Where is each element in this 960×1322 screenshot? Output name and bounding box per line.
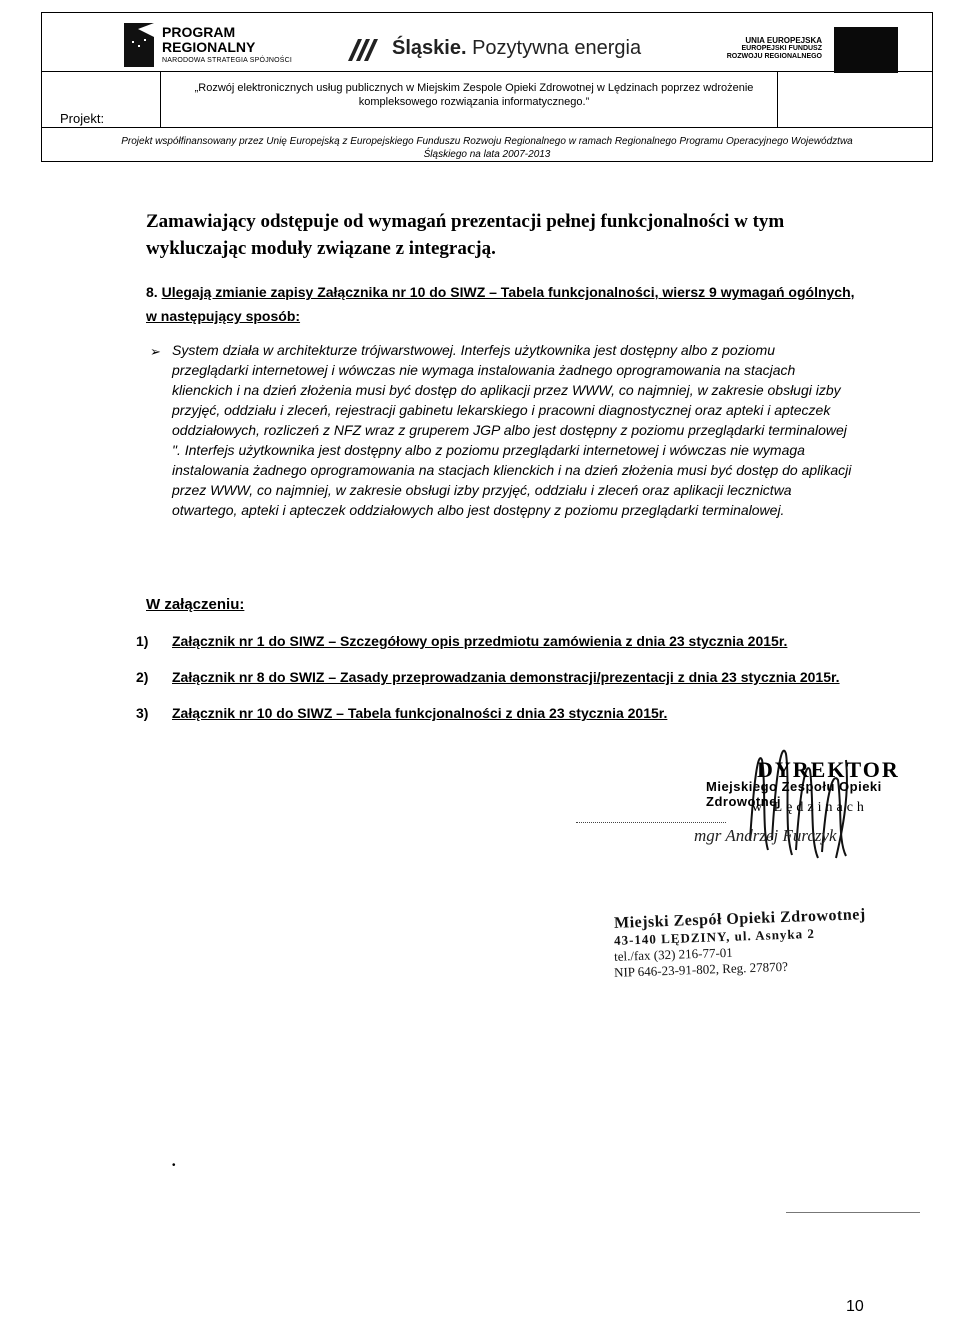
projekt-label: Projekt: — [60, 111, 105, 126]
cofinancing-note: Projekt współfinansowany przez Unię Europejską z Europejskiego Funduszu Rozwoju Regionalnego w ramach Regionalnego Programu Operacyjnego Województwa Śląskiego na lata 2007-2013 — [121, 136, 853, 160]
list-item-text: Załącznik nr 1 do SIWZ – Szczegółowy opis przedmiotu zamówienia z dnia 23 stycznia 2015r. — [172, 633, 788, 649]
stamp-phone: tel./fax (32) 216-77-01 — [613, 944, 734, 964]
requirement-paragraph: System działa w architekturze trójwarstwowej. Interfejs użytkownika jest dostępny albo z poziomu przeglądarki internetowej i wówczas nie wymaga instalowania żadnego oprogramowania na stacjach klienckich i na dzień złożenia musi być dostęp do aplikacji przez WWW, co najmniej, w zakresie obsługi izby przyjęć, oddziału i zleceń, rejestracji gabinetu lekarskiego i pracowni diagnostycznej oraz apteki i apteczek oddziałowych, rozliczeń z NFZ wraz z gruperem JGP albo jest dostępny z poziomu przeglądarki terminalowej ". Interfejs użytkownika jest dostępny albo z poziomu przeglądarki internetowej i wówczas nie wymaga instalowania żadnego oprogramowania na stacjach klienckich i na dzień złożenia musi być dostęp do aplikacji przez WWW, co najmniej, w zakresie obsługi izby przyjęć, oddziału i zleceń oraz aplikacji lecznictwa otwartego, apteki i apteczek oddziałowych albo jest dostępny z poziomu przeglądarki terminalowej. — [172, 342, 852, 518]
list-item-number: 2) — [136, 669, 149, 685]
list-item — [136, 704, 871, 723]
stamp-institution: Miejskiego Zespołu Opieki Zdrowotnej — [706, 779, 882, 809]
slaskie-logo-icon — [344, 35, 382, 65]
list-item-text: Załącznik nr 8 do SWIZ – Zasady przeprowadzania demonstracji/prezentacji z dnia 23 stycznia 2015r. — [172, 669, 840, 685]
document-header — [41, 12, 933, 162]
program-title — [162, 25, 255, 55]
institution-stamp — [613, 906, 894, 980]
list-item — [136, 632, 871, 651]
program-subtitle: NARODOWA STRATEGIA SPÓJNOŚCI — [162, 57, 293, 64]
logo-row — [42, 13, 932, 72]
slaskie-slogan — [392, 37, 641, 60]
eu-flag-icon — [834, 27, 898, 73]
stamp-institution-name: Miejski Zespół Opieki Zdrowotnej — [613, 906, 866, 932]
signature-line — [576, 822, 726, 823]
attachments-list — [136, 632, 871, 740]
program-flag-logo-icon — [124, 23, 154, 67]
stamp-address: 43-140 LĘDZINY, ul. Asnyka 2 — [613, 925, 816, 948]
stamp-nip: NIP 646-23-91-802, Reg. 27870? — [613, 958, 789, 980]
section-number: 8. — [146, 284, 158, 300]
attachments-title: W załączeniu: — [146, 596, 245, 613]
divider — [160, 71, 161, 127]
list-item-number: 1) — [136, 633, 149, 649]
divider — [777, 71, 778, 127]
slaskie-tagline: Pozytywna energia — [472, 37, 642, 59]
eu-line1: UNIA EUROPEJSKA — [745, 36, 822, 45]
eu-line3: ROZWOJU REGIONALNEGO — [726, 53, 822, 60]
eu-text — [662, 37, 822, 61]
program-title-line1: PROGRAM — [162, 24, 236, 40]
projekt-title: „Rozwój elektronicznych usług publicznych w Miejskim Zespole Opieki Zdrowotnej w Lędzinach poprzez wdrożenie kompleksowego rozwiązania informatycznego.” — [194, 82, 754, 108]
list-item-number: 3) — [136, 705, 149, 721]
section-heading — [146, 280, 866, 328]
stray-dot: • — [172, 1160, 176, 1171]
list-item-text: Załącznik nr 10 do SIWZ – Tabela funkcjonalności z dnia 23 stycznia 2015r. — [172, 705, 668, 721]
stamp-signer-name: mgr Andrzej Furczyk — [694, 826, 837, 845]
footer-rule — [786, 1212, 920, 1213]
arrow-bullet-icon: ➢ — [150, 344, 161, 359]
slaskie-name: Śląskie. — [392, 37, 467, 59]
intro-statement: Zamawiający odstępuje od wymagań prezentacji pełnej funkcjonalności w tym wykluczając moduły związane z integracją. — [146, 211, 785, 259]
stamp-location: w Lędzinach — [752, 800, 868, 815]
divider — [42, 127, 932, 128]
program-title-line2: REGIONALNY — [162, 39, 256, 55]
eu-line2: EUROPEJSKI FUNDUSZ — [741, 45, 822, 52]
page-number: 10 — [846, 1298, 864, 1315]
list-item — [136, 668, 871, 687]
section-heading-text: Ulegają zmianie zapisy Załącznika nr 10 do SIWZ – Tabela funkcjonalności, wiersz 9 wymagań ogólnych, w następujący sposób: — [146, 284, 855, 324]
stamp-director: DYREKTOR — [757, 757, 900, 782]
